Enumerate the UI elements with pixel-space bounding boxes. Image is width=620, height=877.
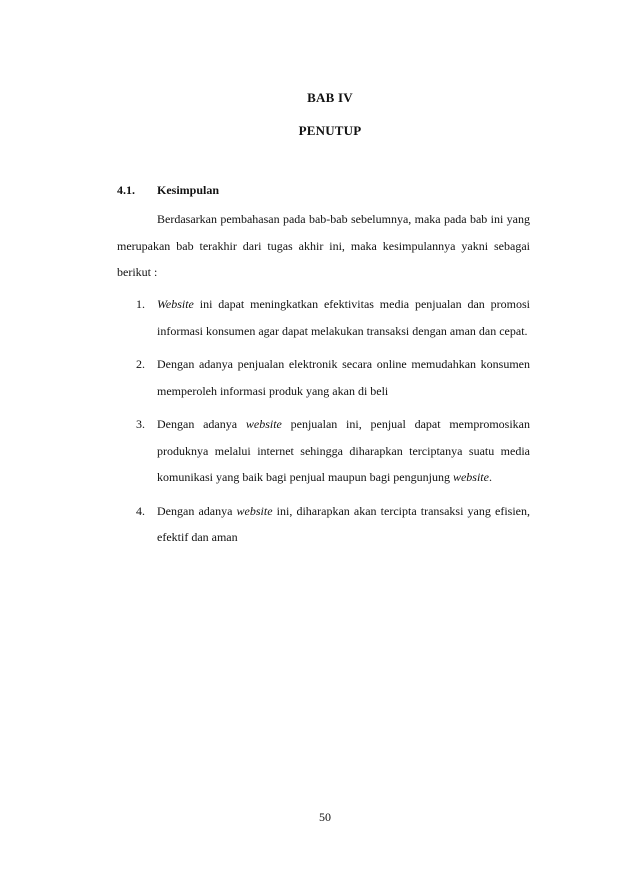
item-text: ini, diharapkan akan tercipta transaksi yang efisien, efektif dan aman [157, 503, 530, 544]
list-marker: 4. [136, 503, 145, 518]
conclusion-item [117, 411, 530, 491]
item-text: . [488, 470, 492, 484]
list-marker: 1. [136, 297, 145, 311]
item-text: penjualan ini, penjual dapat mempromosikan produknya melalui internet sehingga diharapkan terciptanya suatu media komunikasi yang baik bagi penjual maupun bagi pengunjung [157, 417, 531, 484]
item-text: ini dapat meningkatkan efektivitas media penjualan dan promosi informasi konsumen agar dapat melakukan transaksi dengan aman dan cepat. [157, 297, 530, 338]
italic-term: website [236, 503, 273, 518]
item-text: Dengan adanya [157, 417, 246, 431]
conclusion-item [117, 291, 530, 344]
conclusion-list [117, 291, 530, 558]
section-heading [117, 183, 219, 198]
italic-term: Website [157, 297, 194, 311]
page-number: 50 [319, 810, 331, 824]
list-marker: 2. [136, 357, 145, 371]
italic-term: website [452, 470, 489, 484]
item-text: Dengan adanya penjualan elektronik secara online memudahkan konsumen memperoleh informasi produk yang akan di beli [157, 357, 530, 398]
conclusion-item [117, 498, 530, 551]
item-text: Dengan adanya [157, 503, 237, 518]
section-title: Kesimpulan [157, 183, 220, 197]
list-marker: 3. [136, 417, 145, 431]
chapter-label: BAB IV [307, 90, 353, 105]
conclusion-item [117, 351, 530, 404]
intro-paragraph: Berdasarkan pembahasan pada bab-bab sebelumnya, maka pada bab ini yang merupakan bab terakhir dari tugas akhir ini, maka kesimpulannya yakni sebagai berikut : [117, 212, 530, 279]
italic-term: website [245, 417, 282, 431]
chapter-title: PENUTUP [298, 123, 362, 138]
section-number: 4.1. [117, 183, 135, 197]
